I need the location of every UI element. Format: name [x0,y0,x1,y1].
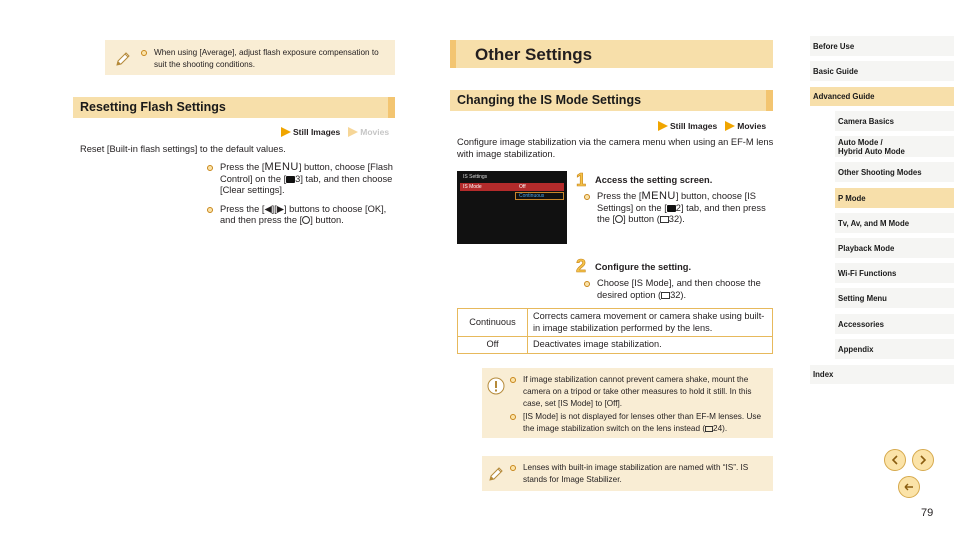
camera-icon [667,205,676,212]
caution-icon [482,374,510,395]
bullet-icon [510,414,516,420]
screen-option-off: Off [519,184,526,190]
list-item: Press the [◀][▶] buttons to choose [OK], and then press the [ ] button. [207,204,397,227]
menu-key: MENU [264,161,299,173]
step1-instructions: Press the [MENU] button, choose [IS Settings] on the [ 2] tab, and then press the [ ] button ( 32). [584,191,774,233]
func-set-icon [302,216,310,224]
nav-playback-mode[interactable]: Playback Mode [835,238,954,258]
page-title: Other Settings [475,45,593,64]
book-icon [661,292,670,299]
bullet-icon [510,377,516,383]
list-item: Press the [MENU] button, choose [Flash Control] on the [ 3] tab, and then choose [Clear settings]. [207,162,397,197]
nav-before-use[interactable]: Before Use [810,36,954,56]
book-icon [705,426,713,432]
step-number-1: 1 [576,170,587,190]
bullet-icon [207,207,213,213]
nav-index[interactable]: Index [810,365,954,384]
resetting-steps [207,162,397,234]
nav-setting-menu[interactable]: Setting Menu [835,288,954,308]
triangle-icon [281,127,291,137]
still-images-tag: Still Images [658,121,717,131]
page-title-bar [450,40,773,68]
mode-tags [281,127,389,137]
tip-note-text: When using [Average], adjust flash exposure compensation to suit the shooting conditions. [154,48,379,69]
table-cell-key: Continuous [458,309,528,337]
still-images-tag: Still Images [281,127,340,137]
screen-title: IS Settings [463,174,488,180]
step-title: Access the setting screen. [595,175,713,185]
bullet-icon [207,165,213,171]
movies-tag: Movies [725,121,766,131]
bullet-icon [584,194,590,200]
chevron-right-icon [918,455,928,465]
list-item: If image stabilization cannot prevent camera shake, mount the camera on a tripod or take other measures to hold it still. In this case, set [IS Mode] to [Off]. [510,374,767,410]
chevron-left-icon [890,455,900,465]
camera-screen-image [457,171,567,244]
section-header-is-mode [450,90,773,111]
list-item: [IS Mode] is not displayed for lenses other than EF-M lenses. Use the image stabilization switch on the lens instead ( 24). [510,411,767,435]
nav-p-mode[interactable]: P Mode [835,188,954,208]
mode-tags [658,121,766,131]
screen-row-label: IS Mode [463,184,482,190]
next-page-button[interactable] [912,449,934,471]
section-title: Changing the IS Mode Settings [457,93,642,107]
table-row [458,309,773,337]
triangle-icon [725,121,735,131]
table-cell-value: Deactivates image stabilization. [528,337,773,354]
return-button[interactable] [898,476,920,498]
nav-wifi-functions[interactable]: Wi-Fi Functions [835,263,954,283]
step2-instructions: Choose [IS Mode], and then choose the desired option ( 32). [584,278,774,308]
nav-other-shooting-modes[interactable]: Other Shooting Modes [835,162,954,182]
nav-camera-basics[interactable]: Camera Basics [835,111,954,131]
step-number-2: 2 [576,256,587,276]
page-number: 79 [921,507,934,519]
step-title: Configure the setting. [595,262,692,272]
nav-appendix[interactable]: Appendix [835,339,954,359]
table-row [458,337,773,354]
nav-auto-mode[interactable]: Auto Mode / Hybrid Auto Mode [835,136,954,157]
bullet-icon [510,465,516,471]
is-intro: Configure image stabilization via the camera menu when using an EF-M lens with image stabilization. [457,137,774,159]
tip-note-box [105,40,395,75]
previous-page-button[interactable] [884,449,906,471]
table-cell-value: Corrects camera movement or camera shake using built-in image stabilization performed by the lens. [528,309,773,337]
resetting-intro: Reset [Built-in flash settings] to the default values. [80,144,286,154]
bullet-icon [141,50,147,56]
func-set-icon [615,215,623,223]
camera-icon [286,176,295,183]
bullet-icon [584,281,590,287]
nav-accessories[interactable]: Accessories [835,314,954,334]
tip-note-box [482,456,773,491]
table-cell-key: Off [458,337,528,354]
nav-tv-av-m-mode[interactable]: Tv, Av, and M Mode [835,213,954,233]
section-header-resetting [73,97,395,118]
pencil-icon [105,47,141,68]
caution-note-box [482,368,773,438]
section-title: Resetting Flash Settings [80,100,226,114]
arrow-buttons-icon: ◀][▶ [264,203,284,214]
screen-option-continuous: Continuous [519,193,545,199]
book-icon [660,216,669,223]
movies-tag: Movies [348,127,389,137]
nav-basic-guide[interactable]: Basic Guide [810,61,954,81]
list-item: Lenses with built-in image stabilization are named with “IS”. IS stands for Image Stabilizer. [510,462,763,486]
nav-advanced-guide[interactable]: Advanced Guide [810,87,954,106]
triangle-icon [658,121,668,131]
pencil-icon [482,462,510,483]
return-icon [903,482,915,492]
triangle-icon [348,127,358,137]
is-mode-options-table [457,308,773,354]
